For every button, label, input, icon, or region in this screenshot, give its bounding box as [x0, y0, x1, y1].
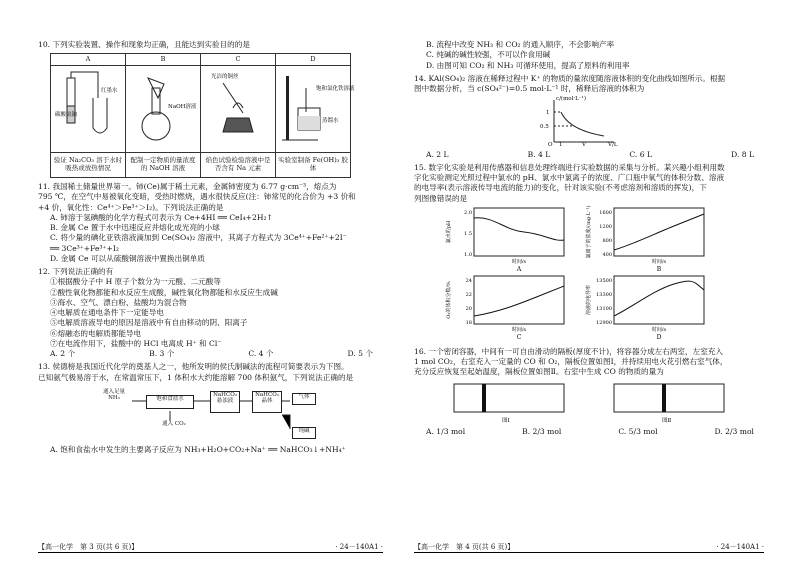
label-copper-wire: 光洁的铜丝 [211, 73, 239, 80]
q13-flowchart [98, 385, 383, 443]
question-13-continued [414, 40, 764, 71]
question-13 [38, 362, 383, 455]
q16-option-d[interactable]: D. 2/3 mol [714, 426, 754, 436]
q12-stem: 12. 下列说法正确的有 [38, 267, 114, 277]
footer-right-code: · 24－140A1 · [716, 542, 764, 551]
chart-y-tick: 1600 [599, 209, 612, 216]
right-column [414, 40, 764, 440]
partition-fig1 [482, 384, 486, 412]
q10-header-a: A [51, 54, 126, 66]
q12-item-7: ⑦在电流作用下，盐酸中的 HCl 电离成 H⁺ 和 Cl⁻ [50, 338, 222, 348]
question-16 [414, 347, 764, 437]
q13-option-b[interactable]: B. 流程中改变 NH₃ 和 CO₂ 的通入顺序，不会影响产率 [426, 40, 615, 49]
graph-x1: 1 [559, 142, 563, 149]
q15-line-4: 列图像错误的是 [414, 193, 468, 203]
apparatus-b-drawing [128, 68, 198, 148]
q14-option-a[interactable]: A. 2 L [426, 149, 449, 159]
chart-y-label: 氯离子的浓度/(mg·L⁻¹) [586, 205, 592, 259]
label-distilled-water: 蒸馏水 [322, 117, 339, 124]
graph-ylabel: c/(mol·L⁻¹) [556, 96, 587, 103]
flow-input-nh3: 通入足量 NH₃ [98, 389, 130, 409]
chart-y-tick: 24 [465, 277, 472, 284]
flow-arrows [98, 385, 318, 443]
flow-box-gas: 气体 [292, 393, 316, 405]
q15-line-2: 字化实验测定光照过程中氯水的 pH、氯水中氯离子的浓度、广口瓶中氧气的体积分数、溶液 [414, 173, 725, 182]
q10-header-d: D [276, 54, 351, 66]
q14-line-2: 图中数据分析，当 c(SO₄²⁻)=0.5 mol·L⁻¹ 时，稀释后溶液的体积为 [414, 84, 645, 93]
q11-option-b[interactable]: B. 金属 Ce 置于水中迅速反应并熔化成光亮的小球 [50, 223, 220, 233]
q12-item-5: ⑤电解质溶液导电的原因是溶液中有自由移动的阴、阳离子 [50, 318, 248, 328]
q10-stem: 10. 下列实验装置、操作和现象均正确，且能达到实验目的的是 [38, 40, 250, 49]
q10-caption-b: 配制一定物质的量浓度的 NaOH 溶液 [126, 153, 201, 178]
apparatus-a-drawing [53, 68, 123, 148]
q15-line-3: 的电导率(表示溶液传导电流的能力)的变化，针对该实验(不考虑溶剂和溶质的挥发)，下 [414, 183, 707, 193]
q10-header-c: C [201, 54, 276, 66]
chart-y-label: 溶液的电导率 [586, 284, 592, 315]
graph-xlabel: V/L [608, 142, 618, 149]
q14-line-1: 14. KAl(SO₄)₂ 溶液在稀释过程中 K⁺ 的物质的量浓度随溶液体积的变化曲线如图所示。根据 [414, 73, 726, 83]
q10-apparatus-d [276, 66, 355, 153]
q13-line-2: 已知氨气极易溶于水，在常温常压下，1 体积水大约能溶解 700 体积氨气，下列说法正确的是 [38, 372, 354, 382]
q13-option-d[interactable]: D. 由图可知 CO₂ 和 NH₃ 可循环使用，提高了原料的利用率 [426, 60, 630, 70]
q11-option-d[interactable]: D. 金属 Ce 可以从硫酸铜溶液中置换出铜单质 [50, 253, 205, 263]
chart-frame [614, 276, 704, 324]
q16-line-1: 16. 一个密闭容器，中间有一可自由滑动的隔板(厚度不计)，将容器分成左右两室，左室充入 [414, 346, 723, 356]
q12-options [38, 349, 383, 359]
footer-left-title: 【高一化学 第 3 页(共 6 页)】 [38, 542, 139, 551]
footer-right-title: 【高一化学 第 4 页(共 6 页)】 [414, 542, 515, 551]
flow-box-nahco3-suspension: NaHCO₃ 悬浊液 [210, 391, 240, 413]
chart-y-tick: 2.0 [464, 209, 472, 216]
chart-frame [474, 276, 564, 324]
label-fecl3-solution: 饱和氯化铁溶液 [316, 85, 355, 92]
chart-tag: D [656, 333, 662, 341]
q10-header-b: B [126, 54, 201, 66]
label-red-ink: 红墨水 [101, 87, 118, 94]
chart-series-line [474, 286, 564, 316]
q14-option-b[interactable]: B. 4 L [527, 149, 551, 159]
chart-y-label: O₂的体积分数/% [446, 280, 452, 319]
apparatus-c-drawing [203, 68, 273, 148]
q10-apparatus-b [126, 66, 201, 153]
q15-line-1: 15. 数字化实验是利用传感器和信息处理终端进行实验数据的采集与分析。某兴趣小组利用数 [414, 162, 725, 172]
question-14 [414, 74, 764, 160]
question-15 [414, 163, 764, 344]
q11-option-c[interactable]: C. 将少量的碘化亚铁溶液滴加到 Ce(SO₄)₂ 溶液中，其离子方程式为 3Ce⁴⁺+Fe²⁺+2I⁻ [50, 233, 347, 243]
q13-option-a[interactable]: A. 饱和食盐水中发生的主要离子反应为 NH₃+H₂O+CO₂+Na⁺ ══ NaHCO₃↓+NH₄⁺ [50, 444, 346, 454]
chart-y-tick: 1.5 [464, 230, 472, 237]
q12-item-3: ③海水、空气、漂白粉、盐酸均为混合物 [50, 297, 187, 307]
chart-series-line [614, 214, 704, 250]
chart-y-tick: 800 [602, 237, 612, 244]
left-column [38, 40, 383, 458]
q12-option-a[interactable]: A. 2 个 [50, 349, 76, 359]
chart-series-line [474, 218, 564, 241]
q16-options [414, 427, 764, 437]
q16-option-c[interactable]: C. 5/3 mol [618, 426, 658, 436]
graph-y2: 0.5 [540, 124, 549, 131]
apparatus-d-drawing [278, 68, 355, 148]
chart-y-tick: 1200 [599, 223, 612, 230]
chart-x-label: 时间/s [511, 258, 527, 265]
q10-apparatus-c [201, 66, 276, 153]
q14-option-d[interactable]: D. 8 L [731, 149, 754, 159]
chart-tag: A [516, 265, 522, 273]
q16-option-a[interactable]: A. 1/3 mol [426, 426, 466, 436]
chart-y-tick: 20 [465, 305, 472, 312]
chart-tag: B [656, 265, 662, 273]
q15-chart-d [585, 276, 704, 341]
q16-option-b[interactable]: B. 2/3 mol [522, 426, 562, 436]
chart-series-line [614, 281, 704, 316]
q12-option-b[interactable]: B. 3 个 [149, 349, 175, 359]
chart-y-tick: 13300 [596, 291, 612, 298]
q16-line-3: 充分反应恢复至起始温度，隔板位置如图Ⅱ。右室中生成 CO 的物质的量为 [414, 367, 664, 377]
footer-right-page [414, 543, 764, 553]
chart-y-tick: 1.0 [464, 251, 472, 258]
graph-x2: V [582, 142, 586, 149]
chart-x-label: 时间/s [651, 326, 667, 333]
q13-option-c[interactable]: C. 纯碱的碱性较强，不可以作食用碱 [426, 50, 551, 60]
q11-option-a[interactable]: A. 铈溶于氢碘酸的化学方程式可表示为 Ce+4HI ══ CeI₄+2H₂↑ [50, 212, 273, 222]
partition-fig2 [662, 384, 666, 412]
footer-left-code: · 24－140A1 · [335, 542, 383, 551]
q15-chart-b [585, 205, 704, 273]
q15-charts [414, 204, 764, 344]
flow-box-nahco3-crystal: NaHCO₃ 晶体 [252, 391, 282, 413]
q15-chart-a [445, 208, 564, 273]
q12-option-d[interactable]: D. 5 个 [347, 349, 373, 359]
fig2-label: 图Ⅱ [662, 417, 672, 424]
graph-y1: 1 [546, 110, 550, 117]
chart-x-label: 时间/s [511, 326, 527, 333]
q16-line-2: 1 mol CO₂，右室充入一定量的 CO 和 O₂，隔板位置如图Ⅰ，并持续用电火花引燃右室气体， [414, 357, 728, 366]
chart-x-label: 时间/s [651, 258, 667, 265]
q10-table [50, 53, 355, 178]
q15-chart-c [445, 276, 564, 341]
chart-y-tick: 22 [465, 291, 472, 298]
label-naoh-solution: NaOH溶液 [168, 103, 197, 110]
q12-item-1: ①根据酸分子中 H 原子个数分为一元酸、二元酸等 [50, 277, 221, 287]
q11-line-2: 795 ℃，在空气中易被氧化变暗，受热时燃烧，遇水很快反应(注：铈常见的化合价为 +3 价和 [38, 192, 356, 202]
q10-caption-a: 验证 Na₂CO₃ 溶于水时吸热或放热情况 [51, 153, 126, 178]
chart-y-tick: 18 [465, 319, 472, 326]
chart-y-tick: 13500 [596, 277, 612, 284]
flow-box-soda-ash: 纯碱 [292, 427, 316, 439]
q10-apparatus-a [51, 66, 126, 153]
fig1-label: 图Ⅰ [502, 417, 510, 424]
q14-graph [414, 94, 764, 149]
q11-option-c-cont: ══ 3Ce³⁺+Fe³⁺+I₂ [50, 243, 119, 253]
q12-option-c[interactable]: C. 4 个 [248, 349, 274, 359]
q12-item-4: ④电解质在通电条件下一定能导电 [50, 308, 164, 318]
flow-box-saturated-brine: 饱和食盐水 [146, 395, 194, 409]
q12-item-2: ②酸性氧化物都能和水反应生成酸，碱性氧化物都能和水反应生成碱 [50, 287, 278, 297]
footer-left-page [38, 543, 383, 553]
q10-caption-c: 焰色试验检验溶液中是否含有 Na 元素 [201, 153, 276, 178]
q14-options [414, 150, 764, 160]
question-11 [38, 182, 383, 264]
q11-line-1: 11. 我国稀土储量世界第一。铈(Ce)属于稀土元素，金属铈密度为 6.77 g·cm⁻³，熔点为 [38, 182, 337, 192]
flow-input-co2: 通入 CO₂ [154, 421, 194, 431]
chart-y-tick: 12900 [596, 319, 612, 326]
chart-frame [474, 208, 564, 256]
chart-y-tick: 400 [602, 251, 612, 258]
question-10 [38, 40, 383, 178]
q15-charts-svg [414, 204, 764, 344]
question-12 [38, 267, 383, 359]
q10-caption-d: 实验室制备 Fe(OH)₃ 胶体 [276, 153, 351, 178]
q11-line-3: +4 价，氧化性：Ce⁴⁺＞Fe³⁺＞I₂)。下列说法正确的是 [38, 202, 224, 212]
graph-origin: O [548, 142, 553, 149]
label-sodium-bicarbonate: 碳酸氢钠 [55, 111, 78, 118]
q12-item-6: ⑥熔融态的电解质都能导电 [50, 328, 142, 338]
q13-line-1: 13. 侯德榜是我国近代化学的奠基人之一，他所发明的侯氏制碱法的流程可简要表示为下图。 [38, 362, 349, 372]
chart-tag: C [516, 333, 522, 341]
q16-containers [414, 378, 764, 424]
q14-option-c[interactable]: C. 6 L [629, 149, 653, 159]
chart-y-tick: 13100 [596, 305, 612, 312]
chart-y-label: 氯水的pH [446, 220, 452, 244]
